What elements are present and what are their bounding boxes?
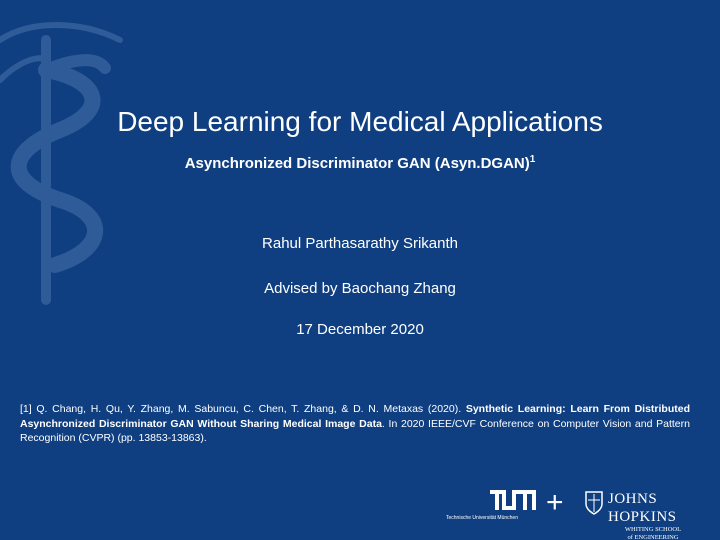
caduceus-icon — [0, 0, 240, 540]
jhu-wordmark — [608, 490, 720, 540]
advisor-line: Advised by Baochang Zhang — [264, 280, 456, 297]
jhu-school-line2: of ENGINEERING — [627, 534, 679, 540]
presentation-date: 17 December 2020 — [296, 321, 424, 338]
jhu-shield-icon — [584, 490, 604, 516]
jhu-school-line1: WHITING SCHOOL — [624, 526, 682, 533]
reference-paper-title: Synthetic Learning: Learn From Distributed Asynchronized Discriminator GAN Without Sharing Medical Image Data — [20, 403, 690, 430]
reference-authors: [1] Q. Chang, H. Qu, Y. Zhang, M. Sabuncu, C. Chen, T. Zhang, & D. N. Metaxas (2020). — [20, 403, 466, 415]
jhu-name: JOHNS HOPKINS — [608, 491, 677, 525]
tum-logo-icon — [490, 488, 540, 512]
subtitle-text: Asynchronized Discriminator GAN (Asyn.DGAN) — [184, 155, 530, 172]
plus-sign: + — [546, 486, 564, 519]
slide-subtitle — [0, 150, 720, 174]
slide-title: Deep Learning for Medical Applications — [117, 106, 603, 137]
author-name: Rahul Parthasarathy Srikanth — [262, 235, 458, 252]
reference-footnote — [20, 402, 690, 446]
tum-caption: Technische Universität München — [446, 515, 518, 521]
subtitle-footnote-marker: 1 — [529, 154, 536, 165]
reference-venue: . In 2020 IEEE/CVF Conference on Computer Vision and Pattern Recognition (CVPR) (pp. 13853-13863). — [20, 417, 690, 444]
